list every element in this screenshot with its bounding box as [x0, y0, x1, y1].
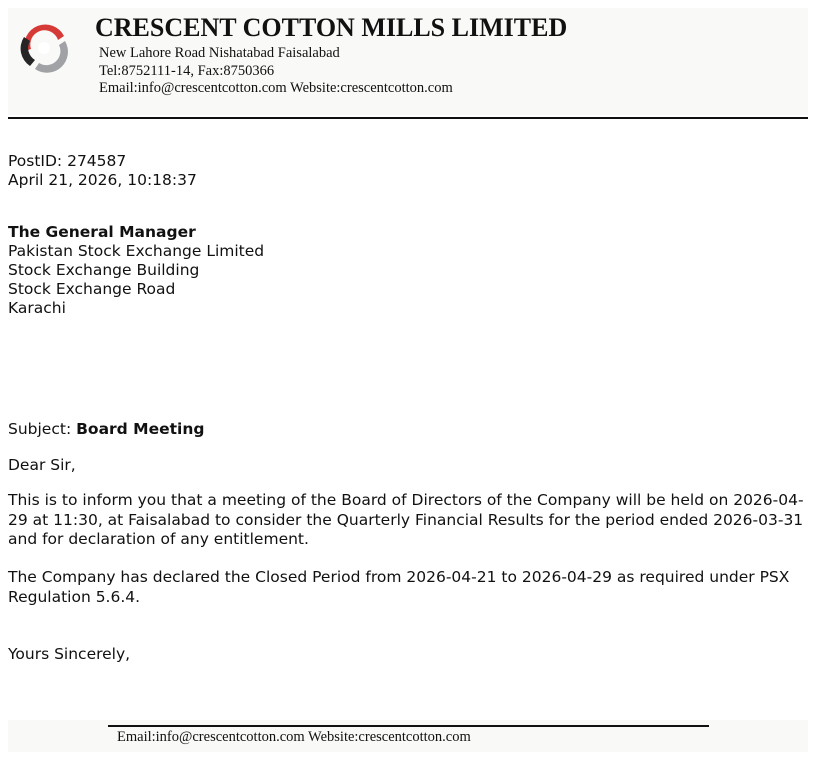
company-name: CRESCENT COTTON MILLS LIMITED: [95, 13, 568, 42]
company-phone-fax: Tel:8752111-14, Fax:8750366: [99, 63, 275, 79]
company-address: New Lahore Road Nishatabad Faisalabad: [99, 45, 340, 61]
letterhead: [8, 8, 808, 115]
salutation: Dear Sir,: [8, 456, 76, 474]
recipient-line: Karachi: [8, 299, 66, 317]
footer-email-website: Email:info@crescentcotton.com Website:crescentcotton.com: [117, 729, 471, 745]
closing: Yours Sincerely,: [8, 645, 131, 663]
subject-label: Subject:: [8, 420, 72, 438]
post-datetime: April 21, 2026, 10:18:37: [8, 171, 197, 189]
post-id: PostID: 274587: [8, 152, 127, 170]
recipient-title: The General Manager: [8, 223, 196, 241]
footer-divider: [108, 725, 709, 727]
company-email-website: Email:info@crescentcotton.com Website:crescentcotton.com: [99, 80, 453, 96]
body-paragraph: The Company has declared the Closed Period from 2026-04-21 to 2026-04-29 as required under PSX Regulation 5.6.4.: [8, 568, 790, 606]
crescent-swirl-logo-icon: [13, 15, 75, 77]
subject-value: Board Meeting: [76, 420, 205, 438]
recipient-line: Stock Exchange Building: [8, 261, 200, 279]
recipient-line: Pakistan Stock Exchange Limited: [8, 242, 265, 260]
header-divider: [8, 117, 808, 119]
subject-line: [8, 420, 204, 439]
recipient-line: Stock Exchange Road: [8, 280, 176, 298]
body-paragraph: This is to inform you that a meeting of the Board of Directors of the Company will be held on 2026-04-29 at 11:30, at Faisalabad to consider the Quarterly Financial Results for the period ended 2026-03-31 and for declaration of any entitlement.: [8, 491, 804, 548]
footer: [8, 720, 808, 752]
